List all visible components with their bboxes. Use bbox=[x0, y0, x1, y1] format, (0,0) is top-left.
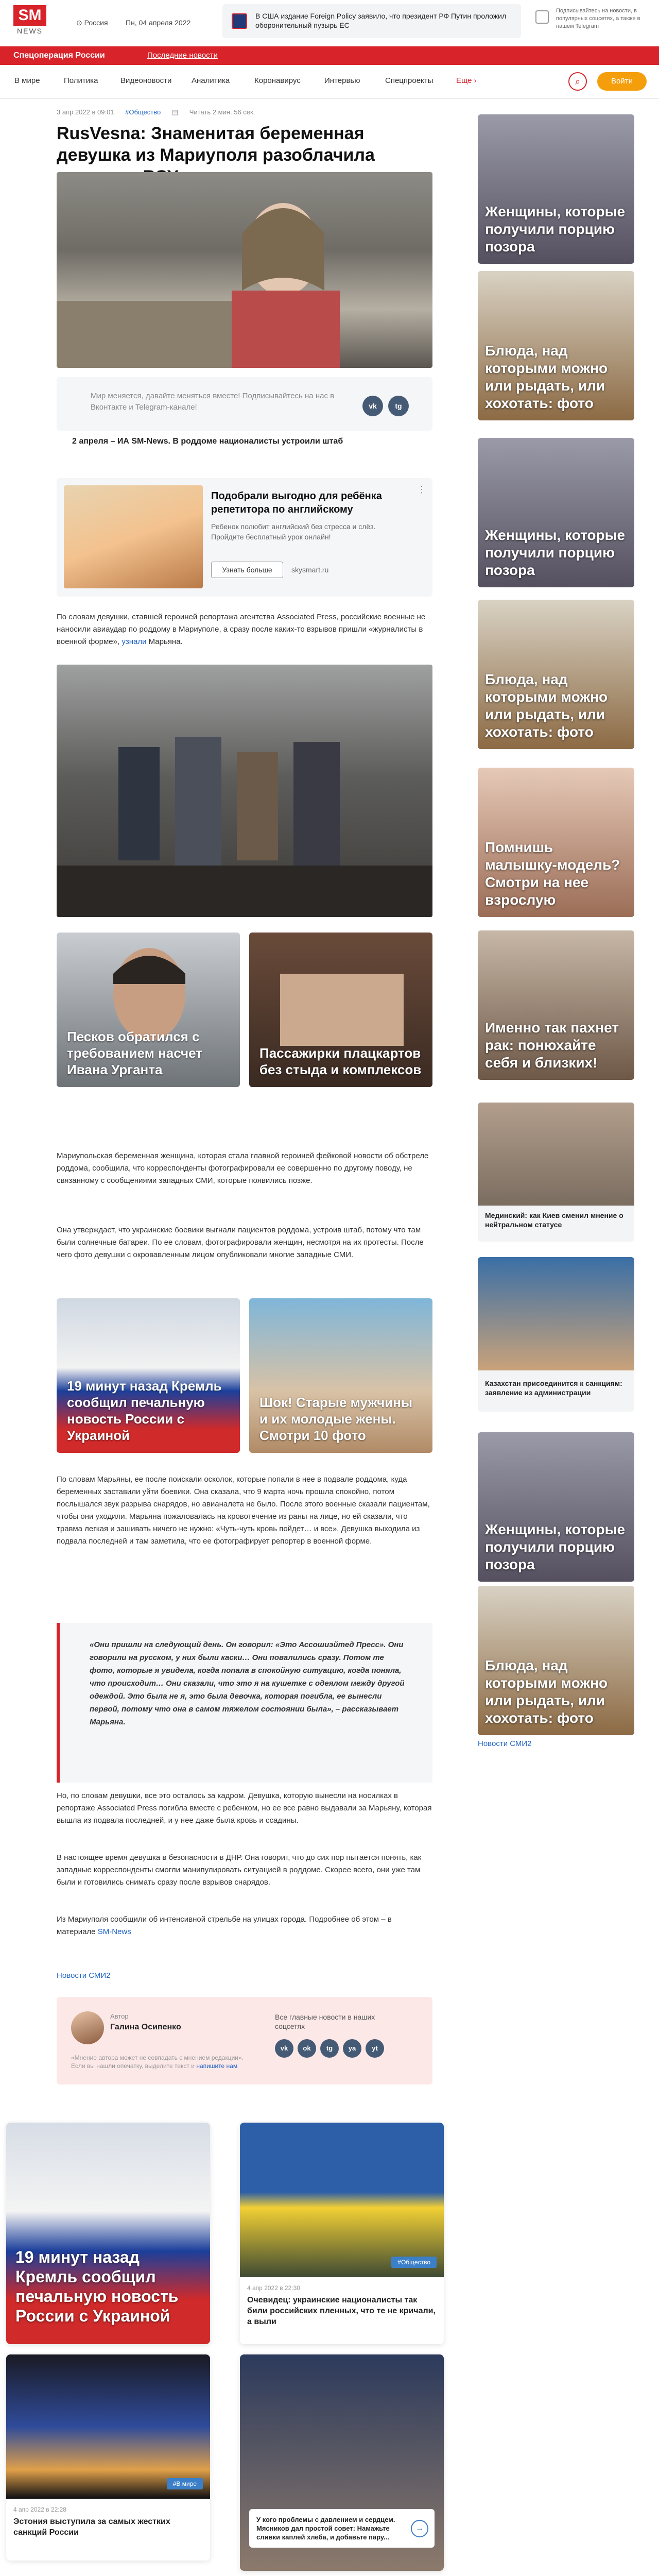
para-1-link[interactable]: узнали bbox=[122, 637, 147, 646]
grid-card-3-tag[interactable]: #В мире bbox=[167, 2478, 203, 2489]
article-tag[interactable]: #Общество bbox=[125, 108, 161, 116]
top-news-text: В США издание Foreign Policy заявило, что президент РФ Путин проложил оборонительный пузырь ЕС bbox=[255, 12, 507, 29]
sidebar-card-3[interactable] bbox=[478, 438, 634, 587]
nav-item-covid[interactable]: Коронавирус bbox=[254, 76, 301, 85]
grid-card-3[interactable] bbox=[6, 2354, 210, 2561]
paragraph-7 bbox=[57, 1913, 432, 1938]
avatar bbox=[71, 2011, 104, 2044]
current-date: Пн, 04 апреля 2022 bbox=[126, 19, 191, 27]
login-button[interactable]: Войти bbox=[597, 72, 647, 91]
grid-card-2[interactable] bbox=[240, 2123, 444, 2344]
paragraph-4: По словам Марьяны, ее после поискали осколок, которые попали в нее в подвале роддома, куда беременных заставили уйти боевики. Она сказала, что 9 марта ночь прошла спокойно, потом послышался звук разрыва снарядов, но авианалета не было. После этого военные сказали пациентам, чтобы они уходили. Марьяна пожаловалась на кровотечение из раны на лице, но ей сказали, что травма легкая и зашивать ничего не нужно: «Чуть-чуть кровь пойдет… и все». Девушка выходила из подвала последней и там заметила, что ее фотографирует репортер в военной форме. bbox=[57, 1475, 430, 1546]
quote-text: «Они пришли на следующий день. Он говорил: «Это Ассошиэйтед Пресс». Они говорили на русском, у них были каски… Они повалились сразу. Потом те фото, которые я увидела, когда попала в спокойную ситуацию, когда поняла, что происходит… Они сказали, что это я на кушетке с одеялом между другой одеждой. Это была не я, это была девочка, которая погибла, ее вынесли первой, потому что она в самом тяжелом состоянии была», – рассказывает Марьяна. bbox=[90, 1640, 405, 1726]
grid-card-3-image bbox=[6, 2354, 210, 2499]
paragraph-6: В настоящее время девушка в безопасности в ДНР. Она говорит, что до сих пор пытается понять, как западные корреспонденты смогли манипулировать ситуацией в роддоме. Скорее всего, они уже там были и готовились снимать сразу после взрывов снарядов. bbox=[57, 1853, 422, 1887]
subscribe-text: Мир меняется, давайте меняться вместе! Подписывайтесь на нас в Вконтакте и Telegram-канале! bbox=[91, 392, 335, 412]
sidebar-card-3-title: Женщины, которые получили порцию позора bbox=[485, 527, 626, 578]
location-icon: ⊙ bbox=[76, 19, 82, 27]
sidebar-news-2-image bbox=[478, 1257, 634, 1370]
vk-icon[interactable]: vk bbox=[275, 2039, 293, 2058]
grid-card-1-title: 19 минут назад Кремль сообщил печальную новость России с Украиной bbox=[15, 2248, 179, 2325]
sidebar-smi2-link[interactable]: Новости СМИ2 bbox=[478, 1739, 532, 1748]
share-icon bbox=[535, 10, 549, 24]
more-icon[interactable]: ⋮ bbox=[417, 484, 426, 495]
special-link[interactable]: Последние новости bbox=[147, 51, 218, 60]
youtube-icon[interactable]: yt bbox=[366, 2039, 384, 2058]
header bbox=[0, 0, 659, 46]
read-time: Читать 2 мин. 56 сек. bbox=[189, 108, 255, 116]
search-icon[interactable]: ⌕ bbox=[568, 72, 587, 91]
sidebar-card-6-title: Именно так пахнет рак: понюхайте себя и близких! bbox=[485, 1020, 619, 1071]
author-note-link[interactable]: напишите нам bbox=[196, 2062, 238, 2070]
grid-card-4-title: У кого проблемы с давлением и сердцем. Мясников дал простой совет: Намажьте сливки каплей хлеба, и добавьте пару... bbox=[256, 2516, 395, 2541]
smi2-link[interactable]: Новости СМИ2 bbox=[57, 1971, 111, 1980]
arrow-right-icon[interactable]: → bbox=[411, 2520, 428, 2537]
region-label: Россия bbox=[84, 19, 108, 27]
lead-quote: 2 апреля – ИА SM-News. В роддоме националисты устроили штаб bbox=[72, 437, 343, 446]
sidebar-card-7[interactable] bbox=[478, 1432, 634, 1582]
region-selector[interactable] bbox=[76, 19, 108, 27]
promo-card-2[interactable] bbox=[249, 933, 432, 1087]
nav-item-more[interactable] bbox=[456, 76, 477, 85]
sidebar-card-4-title: Блюда, над которыми можно или рыдать, или хохотать: фото bbox=[485, 671, 608, 740]
paragraph-1 bbox=[57, 611, 432, 648]
nav-item-interview[interactable]: Интервью bbox=[324, 76, 360, 85]
nav-item-politics[interactable]: Политика bbox=[64, 76, 98, 85]
grid-card-4-overlay[interactable] bbox=[249, 2509, 435, 2548]
sidebar-news-2-title: Казахстан присоединится к санкциям: заявление из администрации bbox=[485, 1379, 622, 1397]
top-news-banner[interactable] bbox=[222, 4, 521, 38]
shares-text: Подписывайтесь на новости, в популярных соцсетях, а также в нашем Telegram bbox=[556, 8, 640, 29]
nav-item-world[interactable]: В мире bbox=[14, 76, 40, 85]
logo-mark: SM bbox=[13, 5, 46, 26]
promo-card-1-title: Песков обратился с требованием насчет Ивана Урганта bbox=[67, 1029, 202, 1077]
grid-card-2-date: 4 апр 2022 в 22:30 bbox=[247, 2284, 300, 2292]
promo-card-1[interactable] bbox=[57, 933, 240, 1087]
news-thumb bbox=[232, 13, 247, 29]
sidebar-news-1-image bbox=[478, 1103, 634, 1206]
ad-block[interactable] bbox=[57, 478, 432, 597]
logo-sub: NEWS bbox=[17, 27, 43, 35]
sidebar-news-1[interactable] bbox=[478, 1103, 634, 1242]
author-role: Автор bbox=[110, 2012, 129, 2020]
paragraph-2: Мариупольская беременная женщина, которая стала главной героиней фейковой новости об обстреле роддома, сообщила, что корреспонденты фотографировали ее совершенно по другому поводу, не связанному с сообщениями западных СМИ, которые появились позже. bbox=[57, 1151, 429, 1185]
author-box bbox=[57, 1997, 432, 2084]
sidebar-card-7-title: Женщины, которые получили порцию позора bbox=[485, 1521, 626, 1572]
promo-card-4-title: Шок! Старые мужчины и их молодые жены. Смотри 10 фото bbox=[259, 1395, 413, 1443]
author-note bbox=[71, 2054, 246, 2070]
main-nav bbox=[0, 65, 659, 99]
para-1-text: По словам девушки, ставшей героиней репортажа агентства Associated Press, российские военные не наносили авиаудар по роддому в Мариуполе, а сразу после каких-то взрывов пришли «журналисты в военной форме», bbox=[57, 613, 426, 646]
nav-more-label: Еще bbox=[456, 76, 472, 85]
special-label: Спецоперация России bbox=[13, 51, 105, 60]
article-date: 3 апр 2022 в 09:01 bbox=[57, 108, 114, 116]
nav-item-projects[interactable]: Спецпроекты bbox=[385, 76, 433, 85]
photo-scene-2 bbox=[57, 665, 432, 917]
article-title: RusVesna: Знаменитая беременная девушка из Мариуполя разоблачила bbox=[57, 124, 375, 165]
chevron-right-icon: › bbox=[474, 76, 477, 85]
site-logo[interactable] bbox=[13, 5, 49, 36]
sidebar-card-4[interactable] bbox=[478, 600, 634, 749]
grid-card-3-date: 4 апр 2022 в 22:28 bbox=[13, 2506, 66, 2513]
grid-card-2-image bbox=[240, 2123, 444, 2277]
ad-text: Ребенок полюбит английский без стресса и слёз. Пройдите бесплатный урок онлайн! bbox=[211, 522, 376, 541]
grid-card-2-tag[interactable]: #Общество bbox=[391, 2257, 437, 2268]
para-7-link[interactable]: SM-News bbox=[97, 1927, 131, 1936]
sidebar-card-8[interactable] bbox=[478, 1586, 634, 1735]
nav-item-analytics[interactable]: Аналитика bbox=[192, 76, 230, 85]
grid-card-2-title: Очевидец: украинские националисты так били российских пленных, что те не кричали, а выли bbox=[247, 2296, 436, 2326]
sidebar-card-6[interactable] bbox=[478, 930, 634, 1080]
clock-icon: ▤ bbox=[171, 108, 179, 116]
sidebar-card-5-title: Помнишь малышку-модель? Смотри на нее взрослую bbox=[485, 839, 620, 908]
telegram-icon[interactable]: tg bbox=[320, 2039, 339, 2058]
special-bar bbox=[0, 46, 659, 65]
article-second-photo bbox=[57, 665, 432, 917]
promo-card-3[interactable] bbox=[57, 1298, 240, 1453]
telegram-icon[interactable]: tg bbox=[388, 396, 409, 416]
para-1-end: Марьяна. bbox=[148, 637, 183, 646]
photo-scene bbox=[57, 172, 432, 368]
grid-card-1[interactable] bbox=[6, 2123, 210, 2344]
para-7-text: Из Мариуполя сообщили об интенсивной стрельбе на улицах города. Подробнее об этом – в материале bbox=[57, 1915, 392, 1936]
promo-card-3-title: 19 минут назад Кремль сообщил печальную новость России с Украиной bbox=[67, 1378, 222, 1443]
paragraph-3: Она утверждает, что украинские боевики выгнали пациентов роддома, устроив штаб, потому что там были солнечные батареи. По ее словам, фотографировали женщин, несмотря на их протесты. После чего фото девушки с окровавленным лицом опубликовали многие западные СМИ. bbox=[57, 1226, 424, 1259]
sidebar-card-2[interactable] bbox=[478, 271, 634, 420]
sidebar-card-1-title: Женщины, которые получили порцию позора bbox=[485, 204, 626, 255]
sidebar-card-2-title: Блюда, над которыми можно или рыдать, или хохотать: фото bbox=[485, 343, 608, 411]
author-name[interactable]: Галина Осипенко bbox=[110, 2023, 181, 2031]
social-label: Все главные новости в наших соцсетях bbox=[275, 2013, 375, 2030]
article-main-photo bbox=[57, 172, 432, 368]
promo-card-2-title: Пассажирки плацкартов без стыда и комплексов bbox=[259, 1045, 422, 1077]
ad-title: Подобрали выгодно для ребёнка репетитора по английскому bbox=[211, 490, 382, 515]
vk-icon[interactable]: vk bbox=[362, 396, 383, 416]
sidebar-card-1[interactable] bbox=[478, 114, 634, 264]
subscribe-box bbox=[57, 377, 432, 431]
grid-card-3-title: Эстония выступила за самых жестких санкций России bbox=[13, 2517, 170, 2537]
ad-image bbox=[64, 485, 203, 588]
author-note-text: «Мнение автора может не совпадать с мнением редакции». Если вы нашли опечатку, выделите текст и bbox=[71, 2054, 244, 2070]
paragraph-5: Но, по словам девушки, все это осталось за кадром. Девушка, которую вынесли на носилках в репортаже Associated Press погибла вместе с ребенком, но ее все равно выдавали за Марьяну, которая вышла из подвала последней, и у нее даже была кровь и ссадины. bbox=[57, 1791, 432, 1825]
sidebar-news-1-title: Мединский: как Киев сменил мнение о нейтральном статусе bbox=[485, 1211, 623, 1229]
ok-icon[interactable]: ok bbox=[298, 2039, 316, 2058]
sidebar-news-2[interactable] bbox=[478, 1257, 634, 1412]
sidebar-card-8-title: Блюда, над которыми можно или рыдать, или хохотать: фото bbox=[485, 1657, 608, 1726]
nav-item-video[interactable]: Видеоновости bbox=[120, 76, 172, 85]
quote-box bbox=[57, 1623, 432, 1783]
ad-domain: skysmart.ru bbox=[291, 566, 329, 574]
sidebar-card-5[interactable] bbox=[478, 768, 634, 917]
promo-card-4[interactable] bbox=[249, 1298, 432, 1453]
article-meta bbox=[57, 108, 264, 116]
ad-button[interactable]: Узнать больше bbox=[211, 562, 283, 578]
yandex-icon[interactable]: ya bbox=[343, 2039, 361, 2058]
grid-card-4[interactable] bbox=[240, 2354, 444, 2571]
